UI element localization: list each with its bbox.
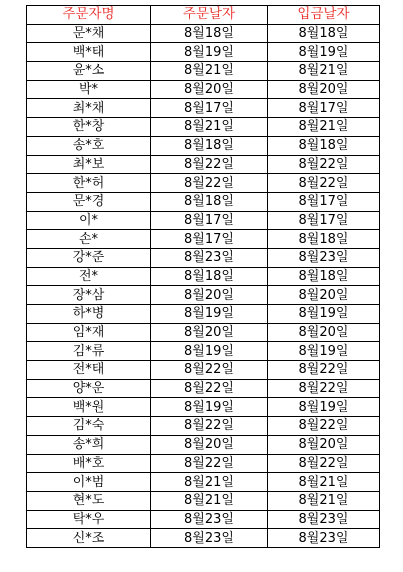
orderer-name-cell: 문*경 [27, 192, 151, 211]
order-date-cell: 8월18일 [151, 267, 268, 286]
order-date-cell: 8월22일 [151, 174, 268, 193]
payment-date-cell: 8월17일 [268, 99, 380, 118]
payment-date-cell: 8월19일 [268, 398, 380, 417]
table-row [27, 454, 380, 473]
orderer-name-cell: 박* [27, 80, 151, 99]
orderer-name-cell: 전*태 [27, 361, 151, 380]
order-date-cell: 8월22일 [151, 155, 268, 174]
payment-date-cell: 8월18일 [268, 136, 380, 155]
orderer-name-cell: 강*준 [27, 248, 151, 267]
order-date-cell: 8월18일 [151, 24, 268, 43]
order-date-cell: 8월17일 [151, 230, 268, 249]
payment-date-cell: 8월22일 [268, 417, 380, 436]
table-row [27, 267, 380, 286]
payment-date-cell: 8월22일 [268, 454, 380, 473]
order-date-cell: 8월21일 [151, 62, 268, 81]
payment-date-cell: 8월21일 [268, 118, 380, 137]
table-row [27, 435, 380, 454]
table-row [27, 529, 380, 548]
order-date-cell: 8월22일 [151, 361, 268, 380]
table-body [27, 24, 380, 547]
order-date-cell: 8월21일 [151, 491, 268, 510]
table-row [27, 211, 380, 230]
order-date-cell: 8월23일 [151, 510, 268, 529]
order-date-cell: 8월19일 [151, 43, 268, 62]
header-order-date: 주문날자 [151, 6, 268, 25]
table-header [27, 6, 380, 25]
order-date-cell: 8월22일 [151, 379, 268, 398]
table-row [27, 230, 380, 249]
table-row [27, 417, 380, 436]
table-row [27, 99, 380, 118]
order-date-cell: 8월18일 [151, 136, 268, 155]
orderer-name-cell: 장*삼 [27, 286, 151, 305]
order-date-cell: 8월21일 [151, 118, 268, 137]
payment-date-cell: 8월22일 [268, 361, 380, 380]
header-payment-date: 입금날자 [268, 6, 380, 25]
table-row [27, 473, 380, 492]
payment-date-cell: 8월22일 [268, 155, 380, 174]
orderer-name-cell: 탁*우 [27, 510, 151, 529]
payment-date-cell: 8월18일 [268, 230, 380, 249]
table-row [27, 192, 380, 211]
order-payment-table [26, 5, 380, 548]
orderer-name-cell: 문*채 [27, 24, 151, 43]
payment-date-cell: 8월18일 [268, 267, 380, 286]
table-row [27, 155, 380, 174]
order-date-cell: 8월17일 [151, 99, 268, 118]
order-date-cell: 8월20일 [151, 323, 268, 342]
order-date-cell: 8월21일 [151, 473, 268, 492]
orderer-name-cell: 송*희 [27, 435, 151, 454]
table-row [27, 286, 380, 305]
table-row [27, 43, 380, 62]
orderer-name-cell: 이* [27, 211, 151, 230]
orderer-name-cell: 이*범 [27, 473, 151, 492]
orderer-name-cell: 전* [27, 267, 151, 286]
payment-date-cell: 8월23일 [268, 510, 380, 529]
payment-date-cell: 8월18일 [268, 24, 380, 43]
payment-date-cell: 8월20일 [268, 80, 380, 99]
table-row [27, 136, 380, 155]
payment-date-cell: 8월17일 [268, 211, 380, 230]
table-row [27, 248, 380, 267]
table-row [27, 398, 380, 417]
order-date-cell: 8월22일 [151, 417, 268, 436]
orderer-name-cell: 백*태 [27, 43, 151, 62]
order-date-cell: 8월22일 [151, 454, 268, 473]
orderer-name-cell: 양*운 [27, 379, 151, 398]
payment-date-cell: 8월23일 [268, 248, 380, 267]
payment-date-cell: 8월20일 [268, 286, 380, 305]
table-row [27, 491, 380, 510]
orderer-name-cell: 백*원 [27, 398, 151, 417]
order-payment-sheet [26, 5, 380, 548]
order-date-cell: 8월20일 [151, 435, 268, 454]
orderer-name-cell: 최*채 [27, 99, 151, 118]
orderer-name-cell: 송*호 [27, 136, 151, 155]
orderer-name-cell: 김*류 [27, 342, 151, 361]
orderer-name-cell: 한*창 [27, 118, 151, 137]
table-row [27, 361, 380, 380]
order-date-cell: 8월19일 [151, 342, 268, 361]
orderer-name-cell: 신*조 [27, 529, 151, 548]
orderer-name-cell: 김*숙 [27, 417, 151, 436]
payment-date-cell: 8월19일 [268, 342, 380, 361]
orderer-name-cell: 현*도 [27, 491, 151, 510]
table-row [27, 342, 380, 361]
payment-date-cell: 8월22일 [268, 174, 380, 193]
payment-date-cell: 8월23일 [268, 529, 380, 548]
order-date-cell: 8월20일 [151, 286, 268, 305]
orderer-name-cell: 한*허 [27, 174, 151, 193]
order-date-cell: 8월20일 [151, 80, 268, 99]
orderer-name-cell: 임*재 [27, 323, 151, 342]
table-row [27, 62, 380, 81]
table-row [27, 379, 380, 398]
orderer-name-cell: 손* [27, 230, 151, 249]
payment-date-cell: 8월20일 [268, 435, 380, 454]
table-row [27, 323, 380, 342]
payment-date-cell: 8월22일 [268, 379, 380, 398]
order-date-cell: 8월19일 [151, 305, 268, 324]
order-date-cell: 8월18일 [151, 192, 268, 211]
table-row [27, 305, 380, 324]
header-orderer-name: 주문자명 [27, 6, 151, 25]
orderer-name-cell: 하*병 [27, 305, 151, 324]
table-row [27, 118, 380, 137]
payment-date-cell: 8월17일 [268, 192, 380, 211]
order-date-cell: 8월17일 [151, 211, 268, 230]
payment-date-cell: 8월19일 [268, 43, 380, 62]
payment-date-cell: 8월20일 [268, 323, 380, 342]
table-row [27, 174, 380, 193]
order-date-cell: 8월23일 [151, 529, 268, 548]
payment-date-cell: 8월21일 [268, 62, 380, 81]
orderer-name-cell: 윤*소 [27, 62, 151, 81]
payment-date-cell: 8월21일 [268, 491, 380, 510]
header-row [27, 6, 380, 25]
payment-date-cell: 8월19일 [268, 305, 380, 324]
orderer-name-cell: 배*호 [27, 454, 151, 473]
table-row [27, 510, 380, 529]
order-date-cell: 8월23일 [151, 248, 268, 267]
orderer-name-cell: 최*보 [27, 155, 151, 174]
table-row [27, 24, 380, 43]
order-date-cell: 8월19일 [151, 398, 268, 417]
table-row [27, 80, 380, 99]
payment-date-cell: 8월21일 [268, 473, 380, 492]
